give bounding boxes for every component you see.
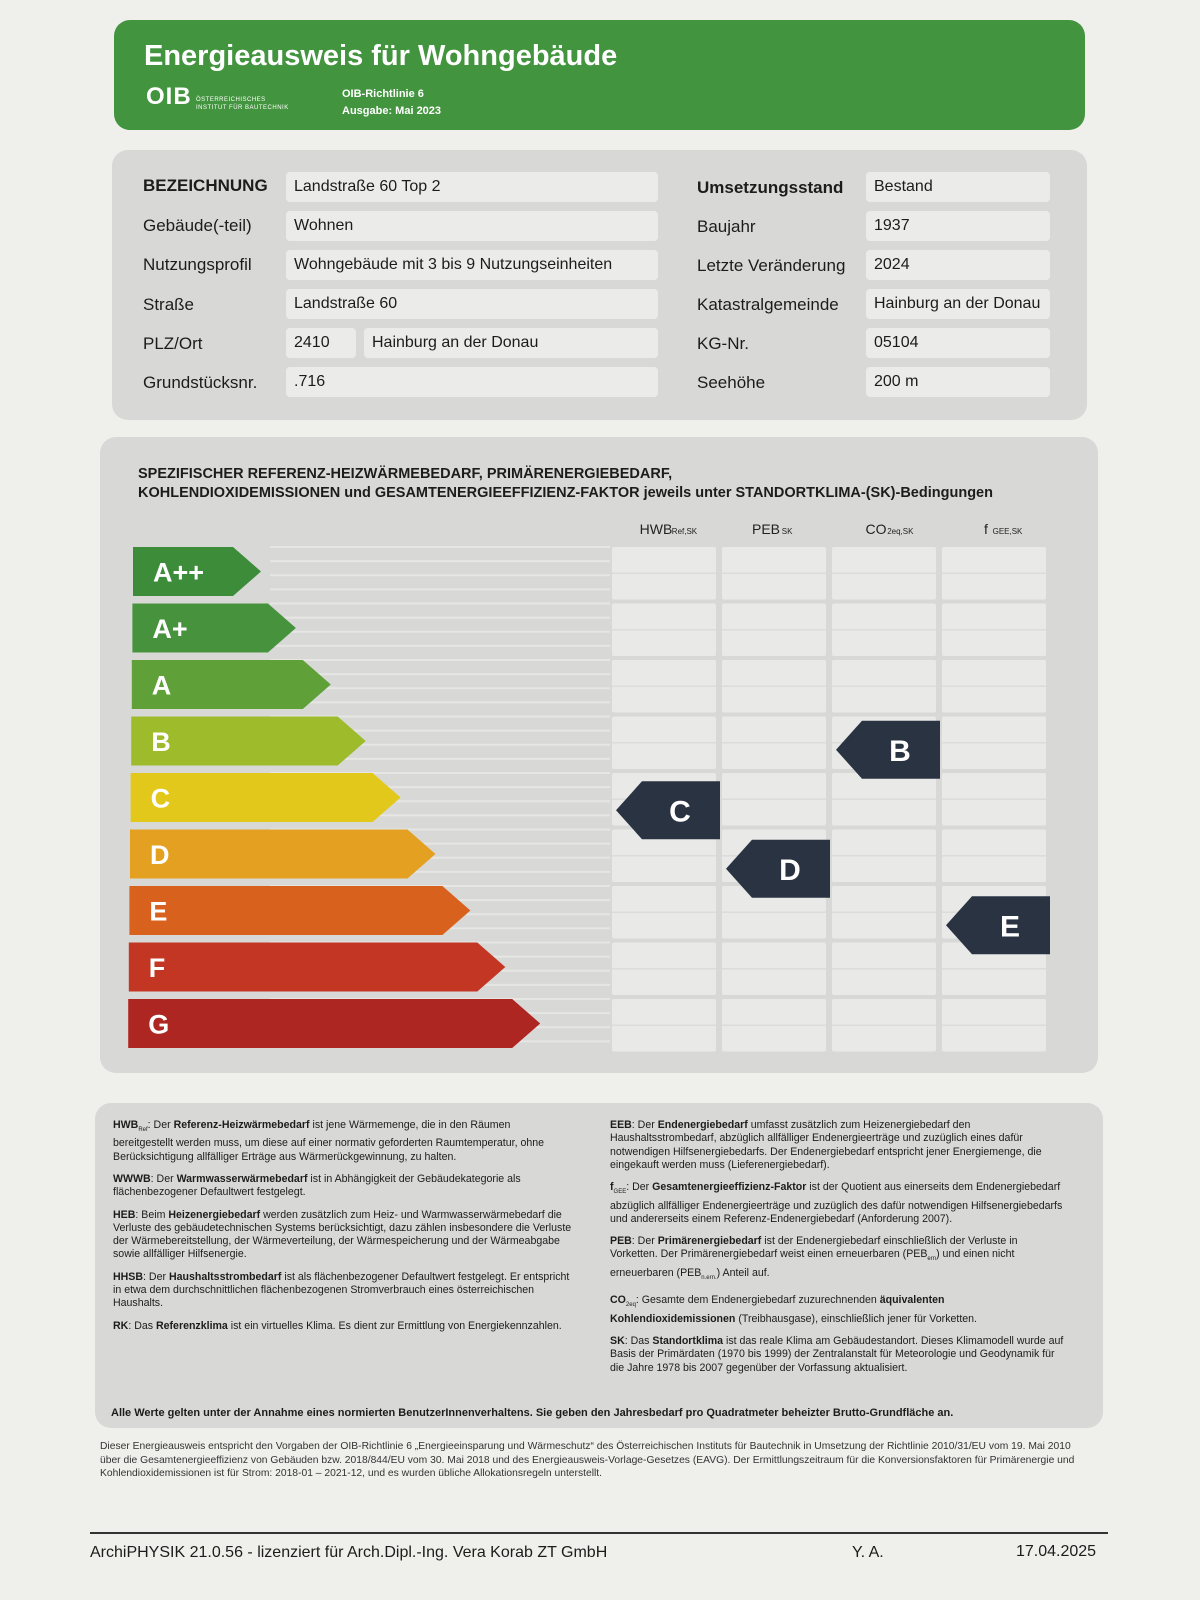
class-arrow-d	[130, 830, 436, 879]
bezeichnung-label: BEZEICHNUNG	[143, 176, 268, 195]
author-initials: Y. A.	[852, 1544, 884, 1561]
ausgabe-label: Ausgabe: Mai 2023	[342, 105, 442, 117]
nutzungsprofil-label: Nutzungsprofil	[143, 255, 252, 274]
richtlinie-label: OIB-Richtlinie 6	[342, 88, 424, 100]
rating-marker-label: D	[779, 853, 801, 887]
definition-fgee: $f_{GEE}$: Der Gesamtenergieeffizienz-Faktor ist der Quotient aus einerseits dem Endenergiebedarf abzüglich allfälliger Endenergieerträge und zuzüglich des dafür notwendigen Hilfsenergiebedarfs und andererseits einem Referenz-Endenergiebedarf (Anforderung 2007).	[610, 1181, 1063, 1225]
definition-heb: HEB: Beim Heizenergiebedarf werden zusätzlich zum Heiz- und Warmwasserwärmebedarf die Verluste des gebäudetechnischen Systems berücksichtigt, dazu zählen insbesondere die Verluste der Wärmebereitstellung, der Wärmeverteilung, der Wärmespeicherung und der Wärmeabgabe sowie allfälliger Hilfsenergie.	[113, 1208, 572, 1261]
baujahr-label: Baujahr	[697, 217, 756, 236]
grundstueck-label: Grundstücksnr.	[143, 373, 258, 392]
column-header-1: PEB	[751, 521, 781, 537]
definition-peb: PEB: Der Primärenergiebedarf ist der Endenergiebedarf einschließlich der Verluste in Vorketten. Der Primärenergiebedarf weist einen erneuerbaren $(PEB_{ern})$ und einen nicht erneuerbaren $(PEB_{n.ern.})$ Anteil auf.	[610, 1235, 1018, 1281]
class-arrow-g	[128, 999, 540, 1048]
definition-rk: RK: Das Referenzklima ist ein virtuelles Klima. Es dient zur Ermittlung von Energiekennzahlen.	[113, 1319, 562, 1332]
bezeichnung-field: Landstraße 60 Top 2	[286, 172, 658, 202]
gebaeude-field: Wohnen	[286, 211, 658, 241]
class-arrow-e	[129, 886, 470, 935]
issue-date: 17.04.2025	[1016, 1543, 1097, 1560]
letzte-veraenderung-label: Letzte Veränderung	[697, 256, 846, 275]
column-header-sub-3: GEE,SK	[992, 527, 1023, 536]
plz-ort-label: PLZ/Ort	[143, 334, 203, 353]
document-title: Energieausweis für Wohngebäude	[144, 40, 618, 72]
plz-field: 2410	[286, 328, 356, 358]
column-header-sub-2: 2eq,SK	[887, 527, 914, 536]
building-info-panel	[112, 150, 1087, 420]
column-header-3: f	[984, 521, 988, 537]
rating-marker-label: E	[999, 910, 1021, 944]
class-label: C	[150, 783, 171, 814]
definitions-panel	[95, 1103, 1103, 1428]
class-label: F	[148, 953, 166, 983]
class-label: E	[149, 896, 168, 927]
seehoehe-field: 200 m	[866, 367, 1050, 397]
grundstueck-field: .716	[286, 367, 658, 397]
ort-field: Hainburg an der Donau	[364, 328, 658, 358]
seehoehe-label: Seehöhe	[697, 373, 766, 392]
definition-hwb: $HWB_{Ref}$: Der Referenz-Heizwärmebedarf ist jene Wärmemenge, die in den Räumen bereitgestellt werden muss, um diese auf einer normativ geforderten Raumtemperatur, ohne Berücksichtigung allfälliger Erträge aus Wärmerückgewinnung, zu halten.	[113, 1119, 545, 1163]
kg-nr-label: KG-Nr.	[697, 334, 749, 353]
baujahr-field: 1937	[866, 211, 1050, 241]
katastralgemeinde-label: Katastralgemeinde	[697, 295, 839, 314]
letzte-veraenderung-field: 2024	[866, 250, 1050, 280]
definition-hhsb: HHSB: Der Haushaltsstrombedarf ist als flächenbezogener Defaultwert festgelegt. Er entspricht in etwa dem durchschnittlichen flächenbezogenen Stromverbrauch eines österreichischen Haushalts.	[113, 1270, 570, 1310]
class-label: D	[150, 840, 170, 870]
class-arrow-c	[131, 773, 401, 822]
class-label: B	[151, 727, 171, 757]
umsetzungsstand-label: Umsetzungsstand	[697, 178, 844, 197]
energy-rating-title-line1: SPEZIFISCHER REFERENZ-HEIZWÄRMEBEDARF, PRIMÄRENERGIEBEDARF,	[138, 466, 673, 482]
definition-wwwb: WWWB: Der Warmwasserwärmebedarf ist in Abhängigkeit der Gebäudekategorie als flächenbezogener Defaultwert festgelegt.	[113, 1173, 521, 1199]
column-header-sub-0: Ref,SK	[671, 527, 698, 536]
kg-nr-field: 05104	[866, 328, 1050, 358]
class-arrow-f	[129, 943, 506, 992]
class-label: A	[151, 670, 172, 701]
definition-sk: SK: Das Standortklima ist das reale Klima am Gebäudestandort. Dieses Klimamodell wurde auf Basis der Primärdaten (1970 bis 1999) der Zentralanstalt für Meteorologie und Geodynamik für die Jahre 1978 bis 2007 gegenüber der Vorfassung aktualisiert.	[610, 1335, 1064, 1374]
strasse-label: Straße	[143, 295, 195, 314]
header-banner	[114, 20, 1085, 130]
class-label: A++	[153, 557, 205, 588]
gebaeude-label: Gebäude(-teil)	[143, 216, 252, 235]
definition-eeb: EEB: Der Endenergiebedarf umfasst zusätzlich zum Heizenergiebedarf den Haushaltsstrombedarf, abzüglich allfälliger Endenergieerträge und zuzüglich eines dafür notwendigen Hilfsenergiebedarfs. Der Endenergiebedarf entspricht jener Energiemenge, die eingekauft werden muss (Lieferenergiebedarf).	[610, 1119, 1042, 1171]
definitions-right-column	[610, 1119, 1066, 1384]
katastralgemeinde-field: Hainburg an der Donau	[866, 289, 1050, 319]
footer-divider	[90, 1532, 1108, 1534]
richtlinie-info	[342, 86, 441, 120]
definitions-left-column	[113, 1119, 573, 1342]
column-header-sub-1: SK	[781, 527, 793, 536]
definitions-note: Alle Werte gelten unter der Annahme eines normierten BenutzerInnenverhaltens. Sie geben den Jahresbedarf pro Quadratmeter beheizter Brutto-Grundfläche an.	[111, 1407, 954, 1419]
class-label: A+	[152, 614, 188, 644]
nutzungsprofil-field: Wohngebäude mit 3 bis 9 Nutzungseinheiten	[286, 250, 658, 280]
strasse-field: Landstraße 60	[286, 289, 658, 319]
rating-marker-label: C	[669, 795, 691, 829]
oib-logo-subtitle	[196, 96, 289, 112]
legal-note: Dieser Energieausweis entspricht den Vorgaben der OIB-Richtlinie 6 „Energieeinsparung und Wärmeschutz“ des Österreichischen Instituts für Bautechnik in Umsetzung der Richtlinie 2010/31/EU vom 19. Mai 2010 über die Gesamtenergieeffizienz von Gebäuden bzw. 2018/844/EU vom 30. Mai 2018 und des Energieausweis-Vorlage-Gesetzes (EAVG). Der Ermittlungszeitraum für die Konversionsfaktoren für Primärenergie und Kohlendioxidemissionen ist für Strom: 2018-01 – 2021-12, und es wurden übliche Allokationsregeln unterstellt.	[100, 1441, 1075, 1479]
energy-rating-panel	[100, 437, 1098, 1073]
definition-co2: $CO_{2eq}$: Gesamte dem Endenergiebedarf zuzurechnenden äquivalenten Kohlendioxidemissionen (Treibhausgase), einschließlich jener für Vorketten.	[610, 1294, 978, 1325]
oib-logo-subtitle-line1: ÖSTERREICHISCHES	[196, 97, 266, 103]
rating-marker-label: B	[889, 734, 911, 768]
class-label: G	[148, 1009, 170, 1040]
column-header-0: HWB	[639, 521, 673, 537]
oib-logo: OIB	[146, 83, 192, 110]
umsetzungsstand-field: Bestand	[866, 172, 1050, 202]
column-header-2: CO	[865, 521, 887, 537]
energy-rating-chart	[100, 437, 1098, 1073]
software-license: ArchiPHYSIK 21.0.56 - lizenziert für Arch.Dipl.-Ing. Vera Korab ZT GmbH	[90, 1544, 608, 1561]
oib-logo-subtitle-line2: INSTITUT FÜR BAUTECHNIK	[196, 105, 289, 111]
energy-rating-title-line2: KOHLENDIOXIDEMISSIONEN und GESAMTENERGIEEFFIZIENZ-FAKTOR jeweils unter STANDORTKLIMA-(SK)-Bedingungen	[138, 485, 993, 501]
